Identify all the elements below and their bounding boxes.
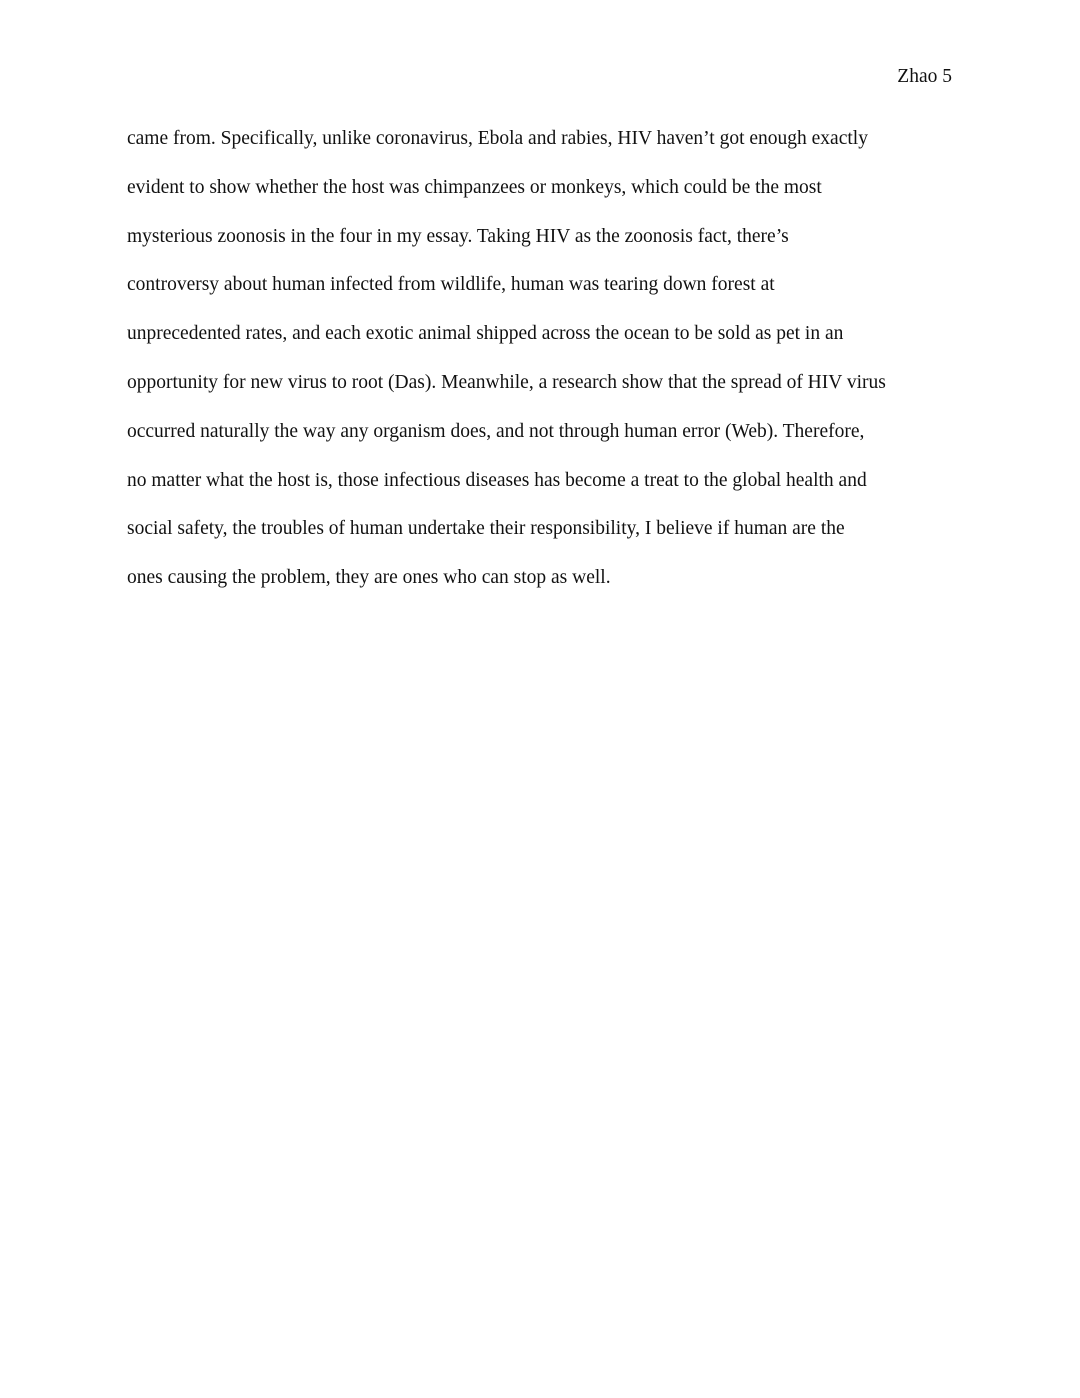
body-line: opportunity for new virus to root (Das). Meanwhile, a research show that the spread of HIV virus bbox=[127, 371, 886, 393]
body-line: came from. Specifically, unlike coronavirus, Ebola and rabies, HIV haven’t got enough exactly bbox=[127, 128, 868, 149]
body-line: unprecedented rates, and each exotic animal shipped across the ocean to be sold as pet in an bbox=[127, 323, 844, 345]
body-line: ones causing the problem, they are ones who can stop as well. bbox=[127, 567, 611, 589]
body-line: mysterious zoonosis in the four in my essay. Taking HIV as the zoonosis fact, there’s bbox=[127, 225, 789, 247]
body-line: evident to show whether the host was chimpanzees or monkeys, which could be the most bbox=[127, 176, 822, 198]
body-paragraph bbox=[127, 123, 967, 611]
body-line: social safety, the troubles of human undertake their responsibility, I believe if human are the bbox=[127, 518, 845, 540]
body-line: no matter what the host is, those infectious diseases has become a treat to the global health and bbox=[127, 469, 867, 491]
running-header-page-number: Zhao 5 bbox=[897, 66, 952, 87]
body-line: controversy about human infected from wildlife, human was tearing down forest at bbox=[127, 274, 775, 296]
body-line: occurred naturally the way any organism does, and not through human error (Web). Therefore, bbox=[127, 420, 865, 442]
